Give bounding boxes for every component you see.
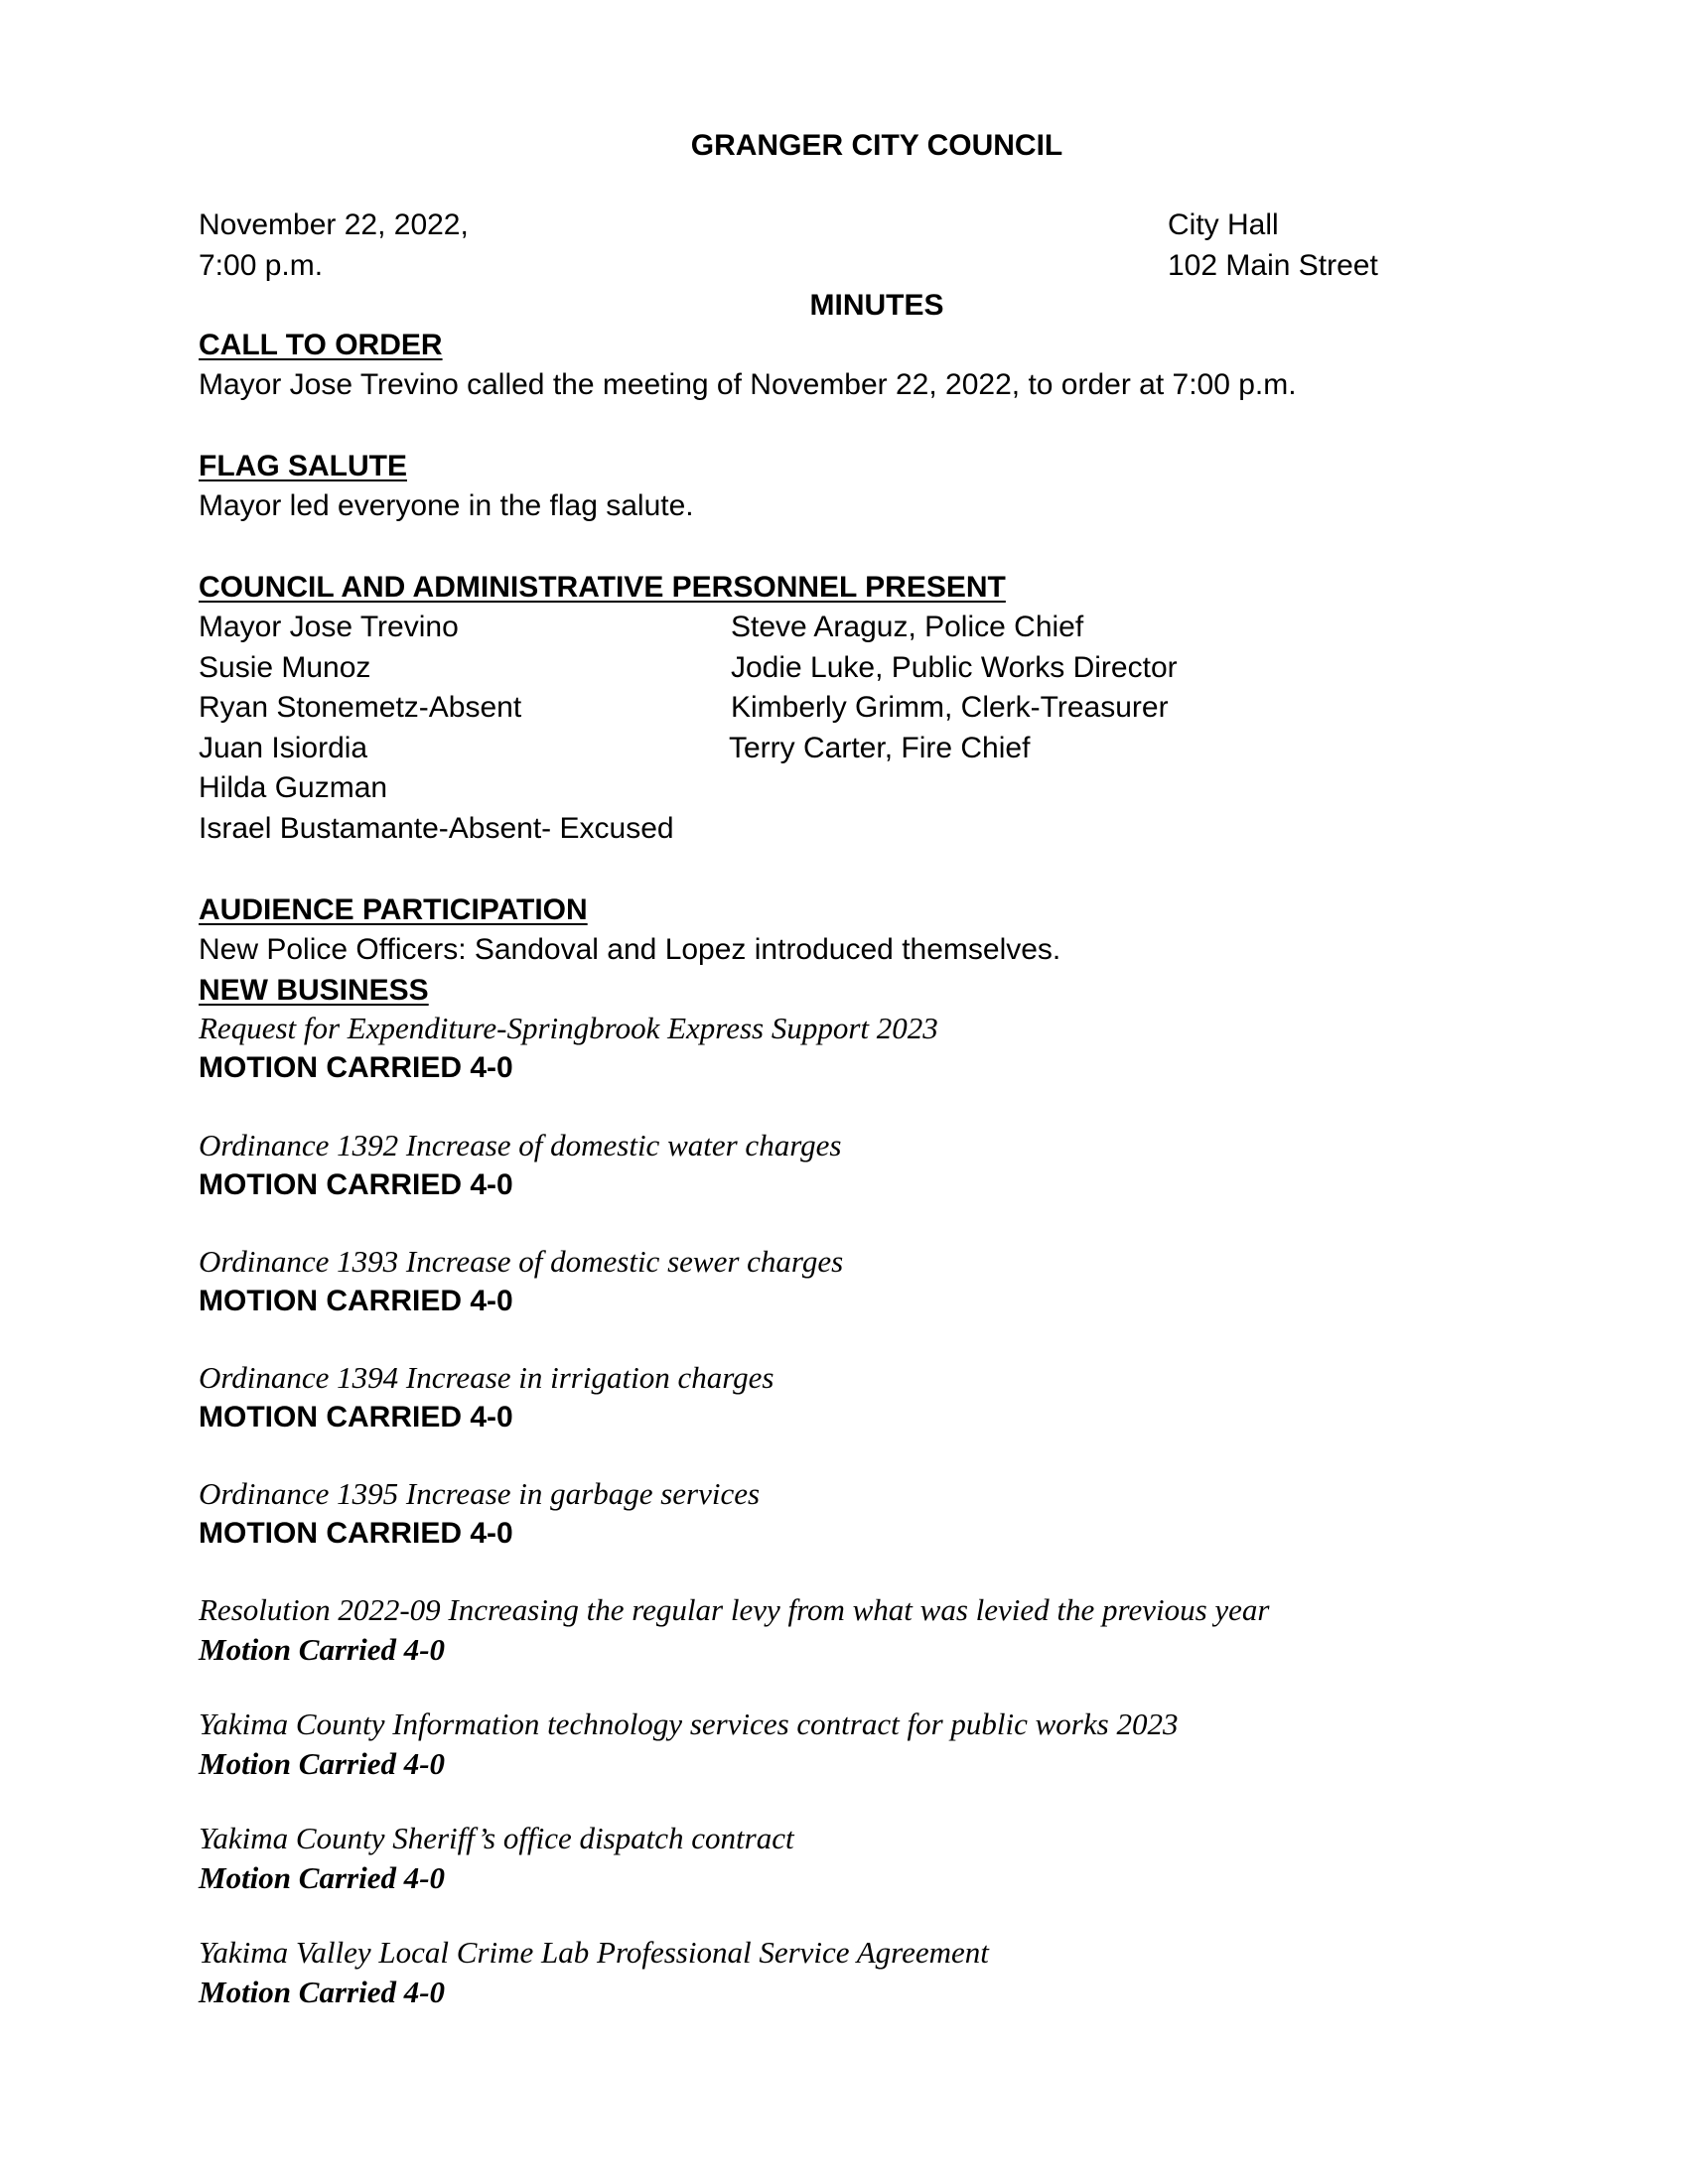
business-item: Ordinance 1393 Increase of domestic sewer charges	[199, 1244, 844, 1279]
business-item: Yakima County Information technology services contract for public works 2023	[199, 1706, 1179, 1741]
staff-member: Kimberly Grimm, Clerk-Treasurer	[731, 691, 1169, 724]
meeting-time: 7:00 p.m.	[199, 249, 324, 282]
business-item: Ordinance 1395 Increase in garbage services	[199, 1476, 761, 1511]
motion-result: MOTION CARRIED 4-0	[199, 1401, 513, 1433]
new-business-heading: NEW BUSINESS	[199, 974, 429, 1007]
call-to-order-text: Mayor Jose Trevino called the meeting of November 22, 2022, to order at 7:00 p.m.	[199, 368, 1297, 401]
motion-result: MOTION CARRIED 4-0	[199, 1517, 513, 1550]
flag-salute-heading: FLAG SALUTE	[199, 450, 407, 482]
business-item: Request for Expenditure-Springbrook Express Support 2023	[199, 1011, 938, 1045]
motion-result: Motion Carried 4-0	[199, 1632, 446, 1667]
meeting-location: City Hall	[1168, 208, 1279, 241]
motion-result: MOTION CARRIED 4-0	[199, 1051, 513, 1084]
motion-result: Motion Carried 4-0	[199, 1975, 446, 2009]
council-member: Mayor Jose Trevino	[199, 611, 459, 643]
council-member: Hilda Guzman	[199, 771, 388, 804]
meeting-address: 102 Main Street	[1168, 249, 1378, 282]
page-title: GRANGER CITY COUNCIL	[690, 129, 1063, 162]
council-member: Israel Bustamante-Absent- Excused	[199, 812, 674, 845]
flag-salute-text: Mayor led everyone in the flag salute.	[199, 489, 694, 522]
business-item: Yakima County Sheriff’s office dispatch contract	[199, 1821, 794, 1855]
personnel-heading: COUNCIL AND ADMINISTRATIVE PERSONNEL PRESENT	[199, 571, 1006, 604]
council-member: Ryan Stonemetz-Absent	[199, 691, 522, 724]
business-item: Resolution 2022-09 Increasing the regular levy from what was levied the previous year	[199, 1592, 1270, 1627]
business-item: Ordinance 1392 Increase of domestic water charges	[199, 1128, 842, 1162]
motion-result: MOTION CARRIED 4-0	[199, 1285, 513, 1317]
council-member: Susie Munoz	[199, 651, 371, 684]
call-to-order-heading: CALL TO ORDER	[199, 329, 443, 361]
audience-text: New Police Officers: Sandoval and Lopez introduced themselves.	[199, 933, 1061, 966]
council-member: Juan Isiordia	[199, 732, 368, 764]
audience-heading: AUDIENCE PARTICIPATION	[199, 893, 588, 926]
business-item: Yakima Valley Local Crime Lab Professional Service Agreement	[199, 1935, 989, 1970]
staff-member: Terry Carter, Fire Chief	[729, 732, 1031, 764]
business-item: Ordinance 1394 Increase in irrigation charges	[199, 1360, 774, 1395]
meeting-date: November 22, 2022,	[199, 208, 469, 241]
motion-result: Motion Carried 4-0	[199, 1860, 446, 1895]
minutes-label: MINUTES	[809, 289, 944, 322]
motion-result: MOTION CARRIED 4-0	[199, 1168, 513, 1201]
motion-result: Motion Carried 4-0	[199, 1746, 446, 1781]
staff-member: Jodie Luke, Public Works Director	[731, 651, 1178, 684]
staff-member: Steve Araguz, Police Chief	[731, 611, 1084, 643]
